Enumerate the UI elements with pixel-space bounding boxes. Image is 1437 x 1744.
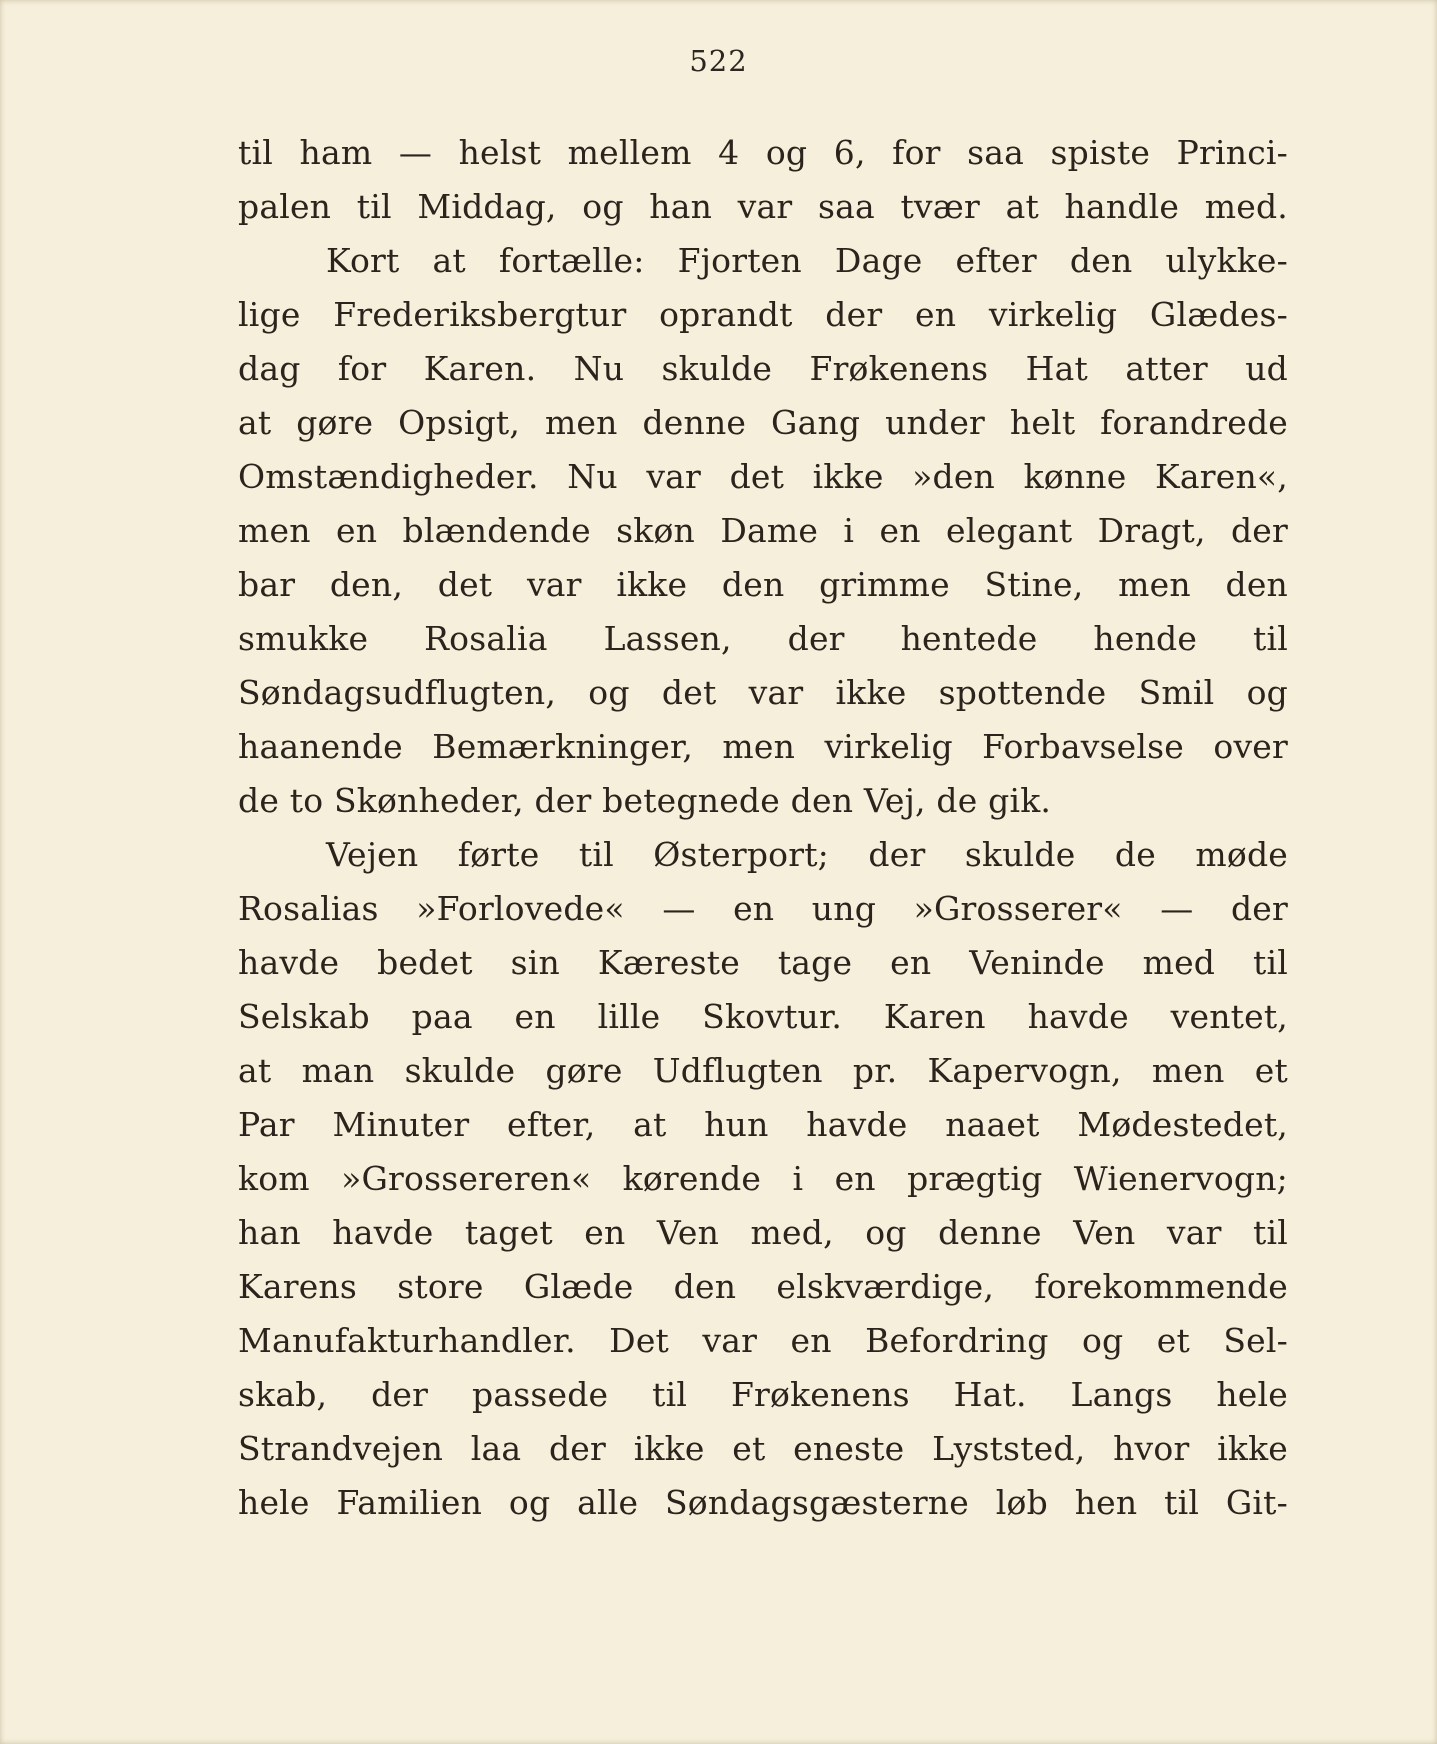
text-line: til ham — helst mellem 4 og 6, for saa spiste Princi- xyxy=(238,133,1288,172)
text-line: Manufakturhandler. Det var en Befordring og et Sel- xyxy=(238,1321,1288,1360)
text-line: at man skulde gøre Udflugten pr. Kapervogn, men et xyxy=(238,1051,1288,1090)
text-line: haanende Bemærkninger, men virkelig Forbavselse over xyxy=(238,727,1288,766)
text-line: smukke Rosalia Lassen, der hentede hende til xyxy=(238,619,1288,658)
text-line: Selskab paa en lille Skovtur. Karen havde ventet, xyxy=(238,997,1288,1036)
text-line: Søndagsudflugten, og det var ikke spottende Smil og xyxy=(238,673,1288,712)
body-text xyxy=(238,126,1288,1530)
text-line: bar den, det var ikke den grimme Stine, men den xyxy=(238,565,1288,604)
text-line: palen til Middag, og han var saa tvær at handle med. xyxy=(238,187,1288,226)
text-line: at gøre Opsigt, men denne Gang under helt forandrede xyxy=(238,403,1288,442)
text-line: Karens store Glæde den elskværdige, forekommende xyxy=(238,1267,1288,1306)
text-line: Omstændigheder. Nu var det ikke »den kønne Karen«, xyxy=(238,457,1288,496)
text-line: Strandvejen laa der ikke et eneste Lyststed, hvor ikke xyxy=(238,1429,1288,1468)
text-line: Par Minuter efter, at hun havde naaet Mødestedet, xyxy=(238,1105,1288,1144)
text-line: havde bedet sin Kæreste tage en Veninde med til xyxy=(238,943,1288,982)
text-line: de to Skønheder, der betegnede den Vej, de gik. xyxy=(238,781,1052,820)
text-line: han havde taget en Ven med, og denne Ven var til xyxy=(238,1213,1288,1252)
page-number: 522 xyxy=(689,44,748,78)
text-line: Vejen førte til Østerport; der skulde de møde xyxy=(326,835,1288,874)
text-line: men en blændende skøn Dame i en elegant Dragt, der xyxy=(238,511,1288,550)
text-line: Rosalias »Forlovede« — en ung »Grosserer« — der xyxy=(238,889,1288,928)
text-line: kom »Grossereren« kørende i en prægtig Wienervogn; xyxy=(238,1159,1288,1198)
text-line: dag for Karen. Nu skulde Frøkenens Hat atter ud xyxy=(238,349,1288,388)
text-line: hele Familien og alle Søndagsgæsterne løb hen til Git- xyxy=(238,1483,1288,1522)
text-line: lige Frederiksbergtur oprandt der en virkelig Glædes- xyxy=(238,295,1288,334)
text-line: Kort at fortælle: Fjorten Dage efter den ulykke- xyxy=(326,241,1288,280)
text-line: skab, der passede til Frøkenens Hat. Langs hele xyxy=(238,1375,1288,1414)
